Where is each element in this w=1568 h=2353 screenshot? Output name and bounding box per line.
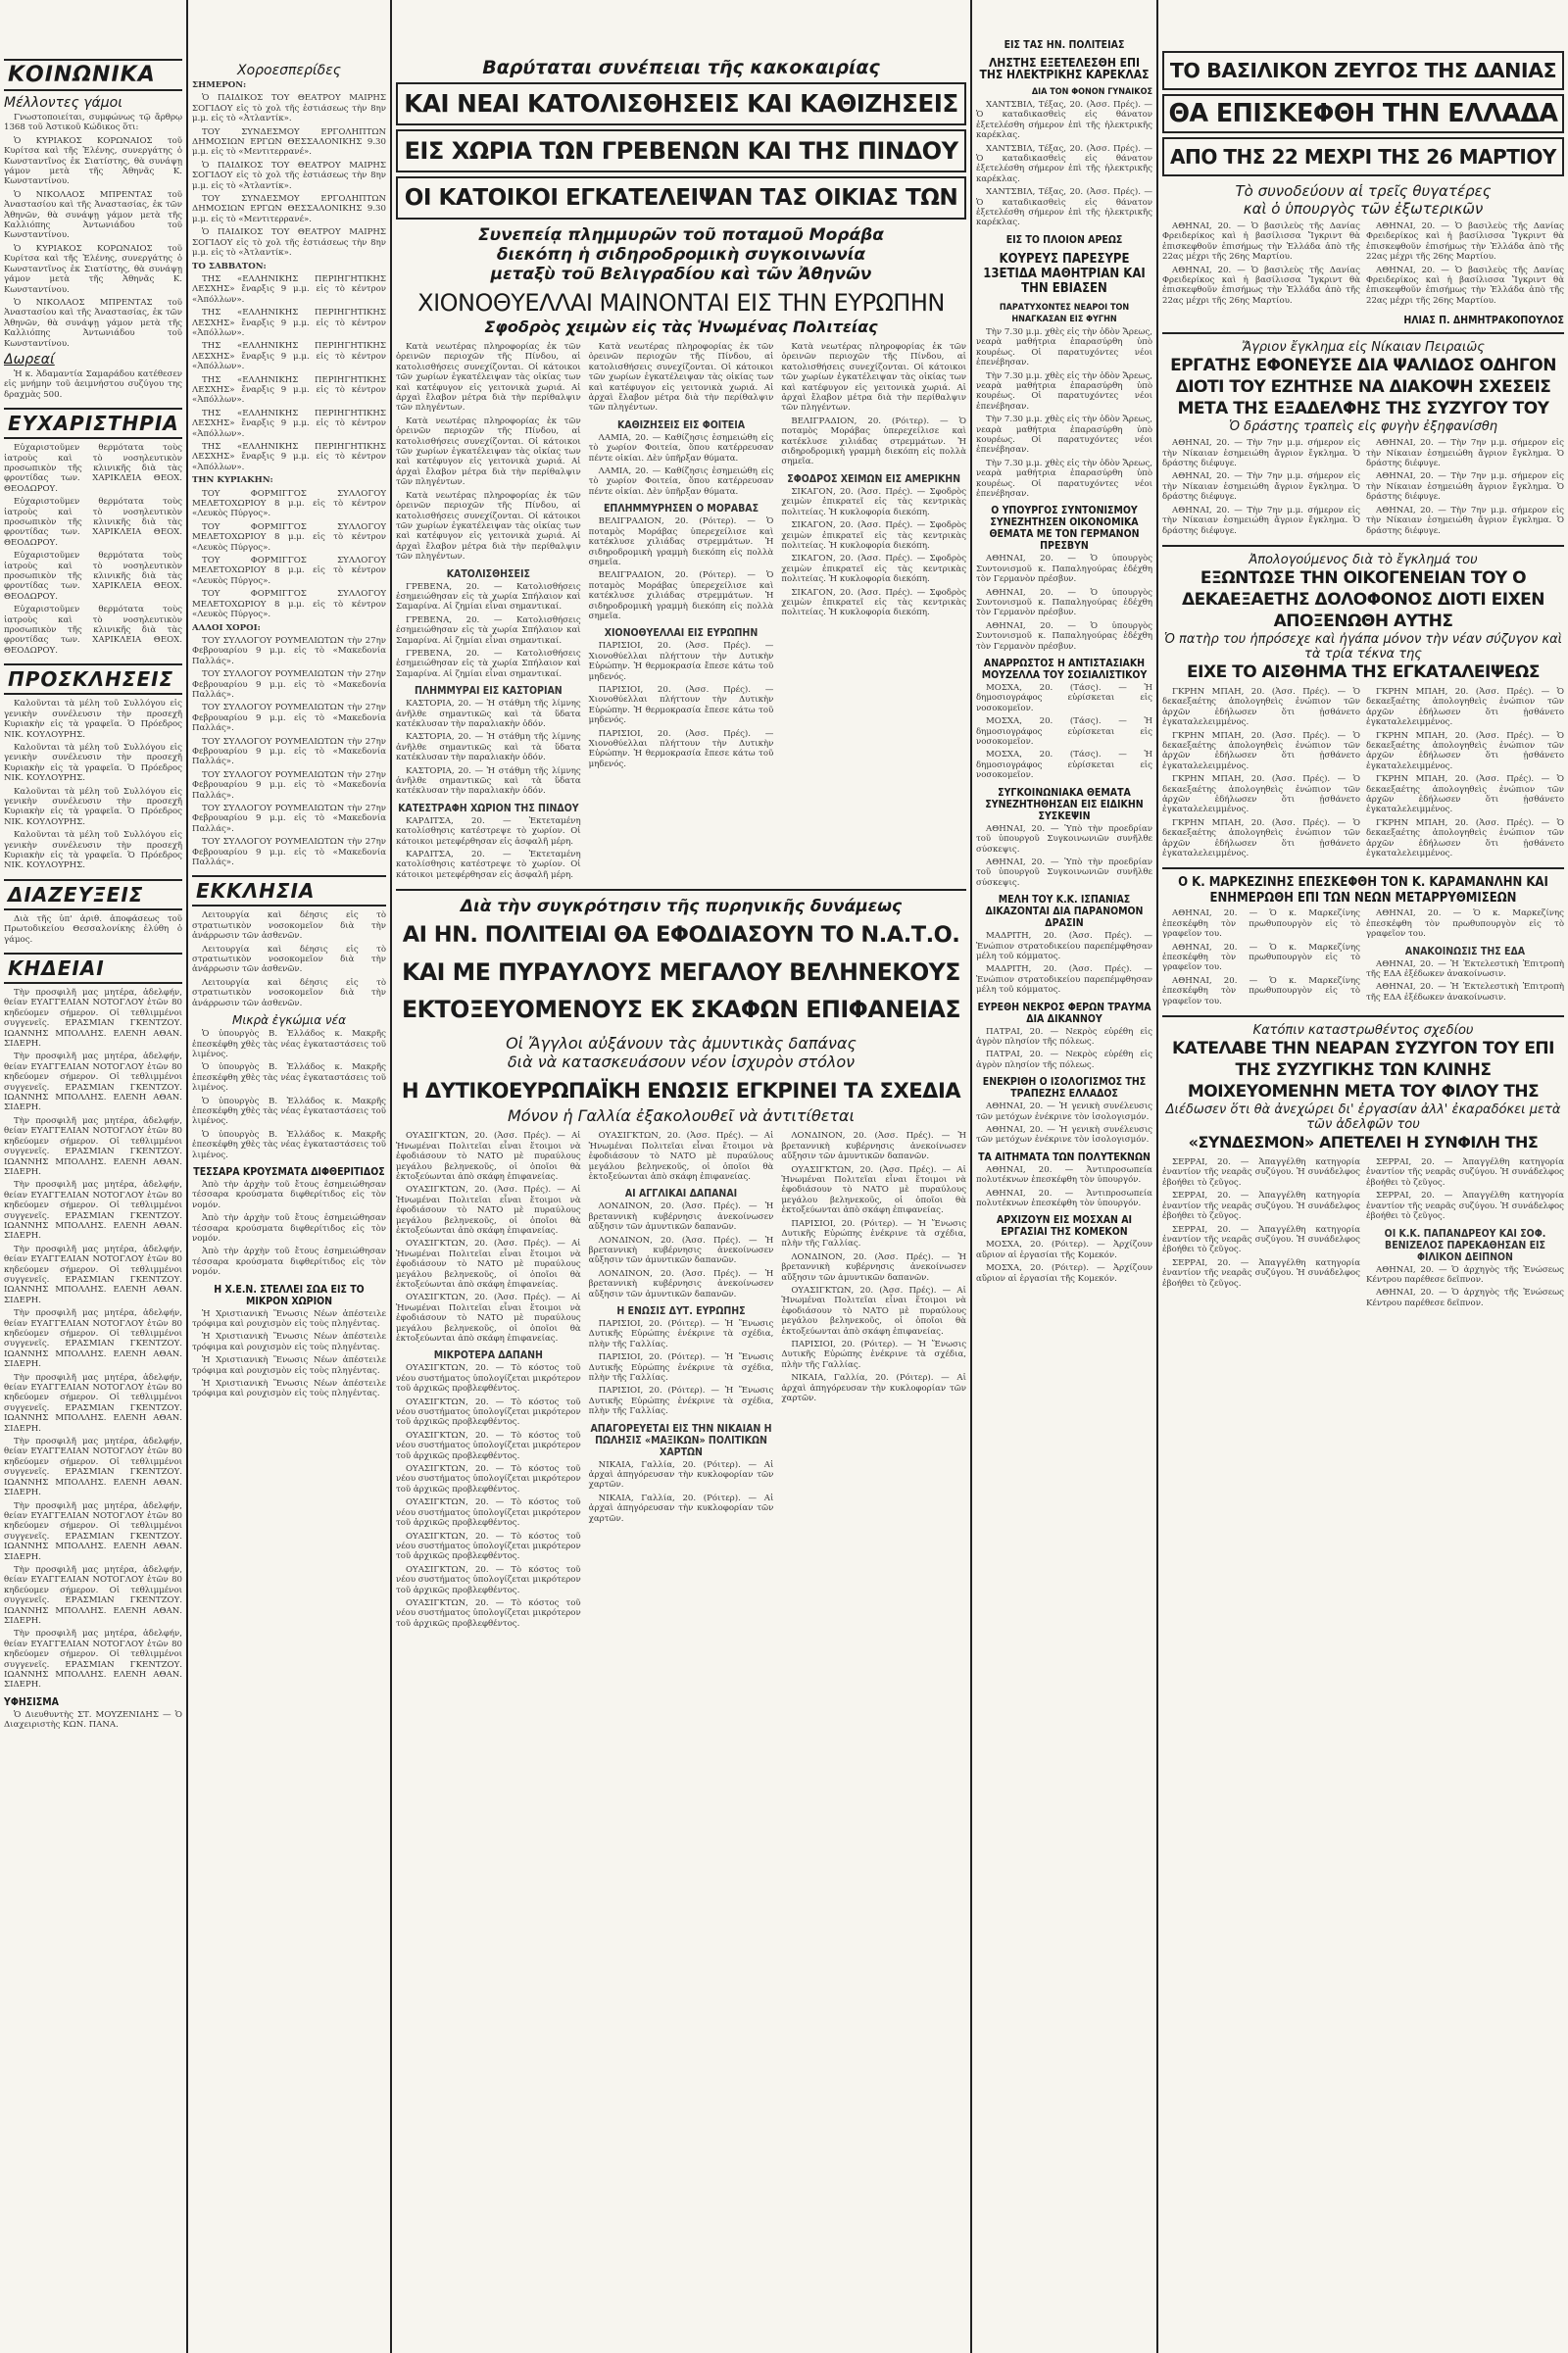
- main-headline: ΑΙ ΗΝ. ΠΟΛΙΤΕΙΑΙ ΘΑ ΕΦΟΔΙΑΣΟΥΝ ΤΟ Ν.Α.Τ.Ο.: [402, 922, 960, 949]
- article-headline: Ο ΥΠΟΥΡΓΟΣ ΣΥΝΤΟΝΙΣΜΟΥ ΣΥΝΕΖΗΤΗΣΕΝ ΟΙΚΟΝΟΜΙΚΑ ΘΕΜΑΤΑ ΜΕ ΤΟΝ ΓΕΡΜΑΝΟΝ ΠΡΕΣΒΥΝ: [989, 505, 1140, 553]
- article-body: ΣΗΜΕΡΟΝ: Ὁ ΠΑΙΔΙΚΟΣ ΤΟΥ ΘΕΑΤΡΟΥ ΜΑΙΡΗΣ ΣΟΓΙΔΟΥ εἰς τὸ χολ τῆς ἑστιάσεως τὴν 8ην μ.μ. εἰς τὸ «Ἀτλαντίκ». ΤΟΥ ΣΥΝΔΕΣΜΟΥ ΕΡΓΟΛΗΠΤΩΝ ΔΗΜΟΣΙΩΝ ΕΡΓΩΝ ΘΕΣΣΑΛΟΝΙΚΗΣ 9.30 μ.μ. εἰς τὸ «Μεντιτερρανέ». Ὁ ΠΑΙΔΙΚΟΣ ΤΟΥ ΘΕΑΤΡΟΥ ΜΑΙΡΗΣ ΣΟΓΙΔΟΥ εἰς τὸ χολ τῆς ἑστιάσεως τὴν 8ην μ.μ. εἰς τὸ «Ἀτλαντίκ». ΤΟΥ ΣΥΝΔΕΣΜΟΥ ΕΡΓΟΛΗΠΤΩΝ ΔΗΜΟΣΙΩΝ ΕΡΓΩΝ ΘΕΣΣΑΛΟΝΙΚΗΣ 9.30 μ.μ. εἰς τὸ «Μεντιτερρανέ». Ὁ ΠΑΙΔΙΚΟΣ ΤΟΥ ΘΕΑΤΡΟΥ ΜΑΙΡΗΣ ΣΟΓΙΔΟΥ εἰς τὸ χολ τῆς ἑστιάσεως τὴν 8ην μ.μ. εἰς τὸ «Ἀτλαντίκ». ΤΟ ΣΑΒΒΑΤΟΝ: ΤΗΣ «ΕΛΛΗΝΙΚΗΣ ΠΕΡΙΗΓΗΤΙΚΗΣ ΛΕΣΧΗΣ» ἔναρξις 9 μ.μ. εἰς τὸ κέντρον «Ἀπόλλων». ΤΗΣ «ΕΛΛΗΝΙΚΗΣ ΠΕΡΙΗΓΗΤΙΚΗΣ ΛΕΣΧΗΣ» ἔναρξις 9 μ.μ. εἰς τὸ κέντρον «Ἀπόλλων». ΤΗΣ «ΕΛΛΗΝΙΚΗΣ ΠΕΡΙΗΓΗΤΙΚΗΣ ΛΕΣΧΗΣ» ἔναρξις 9 μ.μ. εἰς τὸ κέντρον «Ἀπόλλων». ΤΗΣ «ΕΛΛΗΝΙΚΗΣ ΠΕΡΙΗΓΗΤΙΚΗΣ ΛΕΣΧΗΣ» ἔναρξις 9 μ.μ. εἰς τὸ κέντρον «Ἀπόλλων». ΤΗΣ «ΕΛΛΗΝΙΚΗΣ ΠΕΡΙΗΓΗΤΙΚΗΣ ΛΕΣΧΗΣ» ἔναρξις 9 μ.μ. εἰς τὸ κέντρον «Ἀπόλλων». ΤΗΣ «ΕΛΛΗΝΙΚΗΣ ΠΕΡΙΗΓΗΤΙΚΗΣ ΛΕΣΧΗΣ» ἔναρξις 9 μ.μ. εἰς τὸ κέντρον «Ἀπόλλων». ΤΗΝ ΚΥΡΙΑΚΗΝ: ΤΟΥ ΦΟΡΜΙΓΓΟΣ ΣΥΛΛΟΓΟΥ ΜΕΛΕΤΟΧΩΡΙΟΥ 8 μ.μ. εἰς τὸ κέντρον «Λευκὸς Πύργος». ΤΟΥ ΦΟΡΜΙΓΓΟΣ ΣΥΛΛΟΓΟΥ ΜΕΛΕΤΟΧΩΡΙΟΥ 8 μ.μ. εἰς τὸ κέντρον «Λευκὸς Πύργος». ΤΟΥ ΦΟΡΜΙΓΓΟΣ ΣΥΛΛΟΓΟΥ ΜΕΛΕΤΟΧΩΡΙΟΥ 8 μ.μ. εἰς τὸ κέντρον «Λευκὸς Πύργος». ΤΟΥ ΦΟΡΜΙΓΓΟΣ ΣΥΛΛΟΓΟΥ ΜΕΛΕΤΟΧΩΡΙΟΥ 8 μ.μ. εἰς τὸ κέντρον «Λευκὸς Πύργος». ΑΛΛΟΙ ΧΟΡΟΙ: ΤΟΥ ΣΥΛΛΟΓΟΥ ΡΟΥΜΕΛΙΩΤΩΝ τὴν 27ην Φεβρουαρίου 9 μ.μ. εἰς τὸ «Μακεδονία Παλλάς». ΤΟΥ ΣΥΛΛΟΓΟΥ ΡΟΥΜΕΛΙΩΤΩΝ τὴν 27ην Φεβρουαρίου 9 μ.μ. εἰς τὸ «Μακεδονία Παλλάς». ΤΟΥ ΣΥΛΛΟΓΟΥ ΡΟΥΜΕΛΙΩΤΩΝ τὴν 27ην Φεβρουαρίου 9 μ.μ. εἰς τὸ «Μακεδονία Παλλάς». ΤΟΥ ΣΥΛΛΟΓΟΥ ΡΟΥΜΕΛΙΩΤΩΝ τὴν 27ην Φεβρουαρίου 9 μ.μ. εἰς τὸ «Μακεδονία Παλλάς». ΤΟΥ ΣΥΛΛΟΓΟΥ ΡΟΥΜΕΛΙΩΤΩΝ τὴν 27ην Φεβρουαρίου 9 μ.μ. εἰς τὸ «Μακεδονία Παλλάς». ΤΟΥ ΣΥΛΛΟΓΟΥ ΡΟΥΜΕΛΙΩΤΩΝ τὴν 27ην Φεβρουαρίου 9 μ.μ. εἰς τὸ «Μακεδονία Παλλάς». ΤΟΥ ΣΥΛΛΟΓΟΥ ΡΟΥΜΕΛΙΩΤΩΝ τὴν 27ην Φεβρουαρίου 9 μ.μ. εἰς τὸ «Μακεδονία Παλλάς».: [192, 80, 386, 868]
- article-subheadline: ΠΑΡΑΤΥΧΟΝΤΕΣ ΝΕΑΡΟΙ ΤΟΝ ΗΝΑΓΚΑΣΑΝ ΕΙΣ ΦΥΓΗΝ: [999, 302, 1130, 324]
- article-headline: ΑΡΧΙΖΟΥΝ ΕΙΣ ΜΟΣΧΑΝ ΑΙ ΕΡΓΑΣΙΑΙ ΤΗΣ ΚΟΜΕΚΟΝ: [996, 1214, 1133, 1239]
- article-headline: ΜΙΚΡΟΤΕΡΑ ΔΑΠΑΝΗ: [433, 1349, 543, 1362]
- main-headline: ΕΡΓΑΤΗΣ ΕΦΟΝΕΥΣΕ ΔΙΑ ΨΑΛΙΔΟΣ ΟΔΗΓΟΝ ΔΙΟΤΙ ΤΟΥ ΕΖΗΤΗΣΕ ΝΑ ΔΙΑΚΟΨΗ ΣΧΕΣΕΙΣ ΜΕΤΑ ΤΗΣ ΕΞΑΔΕΛΦΗΣ ΤΗΣ ΣΥΖΥΓΟΥ ΤΟΥ: [1170, 356, 1556, 419]
- article-headline: ΕΠΛΗΜΜΥΡΗΣΕΝ Ο ΜΟΡΑΒΑΣ: [603, 503, 760, 515]
- article-subheadline: ΔΙΑ ΤΟΝ ΦΟΝΟΝ ΓΥΝΑΙΚΟΣ: [1031, 87, 1152, 97]
- article-body: ΧΑΝΤΣΒΙΛ, Τέξας, 20. (Ἀσσ. Πρές). — Ὁ καταδικασθεὶς εἰς θάνατον ἐξετελέσθη σήμερον ἐπὶ τῆς ἠλεκτρικῆς καρέκλας. ΧΑΝΤΣΒΙΛ, Τέξας, 20. (Ἀσσ. Πρές). — Ὁ καταδικασθεὶς εἰς θάνατον ἐξετελέσθη σήμερον ἐπὶ τῆς ἠλεκτρικῆς καρέκλας. ΧΑΝΤΣΒΙΛ, Τέξας, 20. (Ἀσσ. Πρές). — Ὁ καταδικασθεὶς εἰς θάνατον ἐξετελέσθη σήμερον ἐπὶ τῆς ἠλεκτρικῆς καρέκλας.: [976, 100, 1152, 228]
- section-title: ΚΗΔΕΙΑΙ: [4, 953, 182, 984]
- article-headline: ΕΝΕΚΡΙΘΗ Ο ΙΣΟΛΟΓΙΣΜΟΣ ΤΗΣ ΤΡΑΠΕΖΗΣ ΕΛΛΑΔΟΣ: [982, 1076, 1147, 1101]
- article-headline: ΚΟΥΡΕΥΣ ΠΑΡΕΣΥΡΕ 13ΕΤΙΔΑ ΜΑΘΗΤΡΙΑΝ ΚΑΙ ΤΗΝ ΕΒΙΑΣΕΝ: [983, 251, 1146, 296]
- section-subtitle: Μέλλοντες γάμοι: [4, 95, 122, 111]
- section-divider: [1162, 545, 1564, 547]
- article-body: Λειτουργία καὶ δέησις εἰς τὸ στρατιωτικὸν νοσοκομεῖον διὰ τὴν ἀνάρρωσιν τῶν ἀσθενῶν. Λειτουργία καὶ δέησις εἰς τὸ στρατιωτικὸν νοσοκομεῖον διὰ τὴν ἀνάρρωσιν τῶν ἀσθενῶν. Λειτουργία καὶ δέησις εἰς τὸ στρατιωτικὸν νοσοκομεῖον διὰ τὴν ἀνάρρωσιν τῶν ἀσθενῶν.: [192, 910, 386, 1008]
- article-body: ΣΕΡΡΑΙ, 20. — Ἀπαγγέλθη κατηγορία ἐναντίον τῆς νεαρᾶς συζύγου. Ἡ συνάδελφος ἐβοήθει τὸ ζεῦγος. ΣΕΡΡΑΙ, 20. — Ἀπαγγέλθη κατηγορία ἐναντίον τῆς νεαρᾶς συζύγου. Ἡ συνάδελφος ἐβοήθει τὸ ζεῦγος. ΣΕΡΡΑΙ, 20. — Ἀπαγγέλθη κατηγορία ἐναντίον τῆς νεαρᾶς συζύγου. Ἡ συνάδελφος ἐβοήθει τὸ ζεῦγος. ΣΕΡΡΑΙ, 20. — Ἀπαγγέλθη κατηγορία ἐναντίον τῆς νεαρᾶς συζύγου. Ἡ συνάδελφος ἐβοήθει τὸ ζεῦγος.: [1162, 1157, 1360, 1289]
- article-body: Ὁ Διευθυντὴς ΣΤ. ΜΟΥΖΕΝΙΔΗΣ — Ὁ Διαχειριστὴς ΚΩΝ. ΠΑΝΑ.: [4, 1709, 182, 1731]
- article-headline: ΣΦΟΔΡΟΣ ΧΕΙΜΩΝ ΕΙΣ ΑΜΕΡΙΚΗΝ: [787, 472, 961, 485]
- headline-subtitle: Συνεπείᾳ πλημμυρῶν τοῦ ποταμοῦ Μοράβα: [478, 225, 884, 245]
- article-body: ΓΚΡΗΝ ΜΠΑΗ, 20. (Ἀσσ. Πρές). — Ὁ δεκαεξαέτης ἀπολογηθεὶς ἐνώπιον τῶν ἀρχῶν ἐδήλωσεν ὅτι ᾐσθάνετο ἐγκαταλελειμμένος. ΓΚΡΗΝ ΜΠΑΗ, 20. (Ἀσσ. Πρές). — Ὁ δεκαεξαέτης ἀπολογηθεὶς ἐνώπιον τῶν ἀρχῶν ἐδήλωσεν ὅτι ᾐσθάνετο ἐγκαταλελειμμένος. ΓΚΡΗΝ ΜΠΑΗ, 20. (Ἀσσ. Πρές). — Ὁ δεκαεξαέτης ἀπολογηθεὶς ἐνώπιον τῶν ἀρχῶν ἐδήλωσεν ὅτι ᾐσθάνετο ἐγκαταλελειμμένος. ΓΚΡΗΝ ΜΠΑΗ, 20. (Ἀσσ. Πρές). — Ὁ δεκαεξαέτης ἀπολογηθεὶς ἐνώπιον τῶν ἀρχῶν ἐδήλωσεν ὅτι ᾐσθάνετο ἐγκαταλελειμμένος.: [1366, 686, 1564, 858]
- article-body: ΣΕΡΡΑΙ, 20. — Ἀπαγγέλθη κατηγορία ἐναντίον τῆς νεαρᾶς συζύγου. Ἡ συνάδελφος ἐβοήθει τὸ ζεῦγος. ΣΕΡΡΑΙ, 20. — Ἀπαγγέλθη κατηγορία ἐναντίον τῆς νεαρᾶς συζύγου. Ἡ συνάδελφος ἐβοήθει τὸ ζεῦγος. ΟΙ Κ.Κ. ΠΑΠΑΝΔΡΕΟΥ ΚΑΙ ΣΟΦ. ΒΕΝΙΖΕΛΟΣ ΠΑΡΕΚΑΘΗΣΑΝ ΕΙΣ ΦΙΛΙΚΟΝ ΔΕΙΠΝΟΝ ΑΘΗΝΑΙ, 20. — Ὁ ἀρχηγὸς τῆς Ἑνώσεως Κέντρου παρέθεσε δεῖπνον. ΑΘΗΝΑΙ, 20. — Ὁ ἀρχηγὸς τῆς Ἑνώσεως Κέντρου παρέθεσε δεῖπνον.: [1366, 1157, 1564, 1308]
- article-body: Ὁ ὑπουργὸς Β. Ἑλλάδος κ. Μακρῆς ἐπεσκέφθη χθὲς τὰς νέας ἐγκαταστάσεις τοῦ λιμένος. Ὁ ὑπουργὸς Β. Ἑλλάδος κ. Μακρῆς ἐπεσκέφθη χθὲς τὰς νέας ἐγκαταστάσεις τοῦ λιμένος. Ὁ ὑπουργὸς Β. Ἑλλάδος κ. Μακρῆς ἐπεσκέφθη χθὲς τὰς νέας ἐγκαταστάσεις τοῦ λιμένος. Ὁ ὑπουργὸς Β. Ἑλλάδος κ. Μακρῆς ἐπεσκέφθη χθὲς τὰς νέας ἐγκαταστάσεις τοῦ λιμένος.: [192, 1029, 386, 1160]
- section-title: Χοροεσπερίδες: [236, 63, 342, 78]
- headline-kicker: Κατόπιν καταστρωθέντος σχεδίου: [1252, 1023, 1474, 1039]
- article-body: Κατὰ νεωτέρας πληροφορίας ἐκ τῶν ὀρεινῶν περιοχῶν τῆς Πίνδου, αἱ κατολισθήσεις συνεχίζονται. Οἱ κάτοικοι τῶν χωρίων ἐγκατέλειψαν τὰς οἰκίας των καὶ κατέφυγον εἰς γειτονικὰ χωριά. Αἱ ἀρχαὶ ἔλαβον μέτρα διὰ τὴν περίθαλψιν τῶν πληγέντων. Κατὰ νεωτέρας πληροφορίας ἐκ τῶν ὀρεινῶν περιοχῶν τῆς Πίνδου, αἱ κατολισθήσεις συνεχίζονται. Οἱ κάτοικοι τῶν χωρίων ἐγκατέλειψαν τὰς οἰκίας των καὶ κατέφυγον εἰς γειτονικὰ χωριά. Αἱ ἀρχαὶ ἔλαβον μέτρα διὰ τὴν περίθαλψιν τῶν πληγέντων. Κατὰ νεωτέρας πληροφορίας ἐκ τῶν ὀρεινῶν περιοχῶν τῆς Πίνδου, αἱ κατολισθήσεις συνεχίζονται. Οἱ κάτοικοι τῶν χωρίων ἐγκατέλειψαν τὰς οἰκίας των καὶ κατέφυγον εἰς γειτονικὰ χωριά. Αἱ ἀρχαὶ ἔλαβον μέτρα διὰ τὴν περίθαλψιν τῶν πληγέντων. ΚΑΤΟΛΙΣΘΗΣΕΙΣ ΓΡΕΒΕΝΑ, 20. — Κατολισθήσεις ἐσημειώθησαν εἰς τὰ χωρία Σπήλαιον καὶ Σαμαρίνα. Αἱ ζημίαι εἶναι σημαντικαί. ΓΡΕΒΕΝΑ, 20. — Κατολισθήσεις ἐσημειώθησαν εἰς τὰ χωρία Σπήλαιον καὶ Σαμαρίνα. Αἱ ζημίαι εἶναι σημαντικαί. ΓΡΕΒΕΝΑ, 20. — Κατολισθήσεις ἐσημειώθησαν εἰς τὰ χωρία Σπήλαιον καὶ Σαμαρίνα. Αἱ ζημίαι εἶναι σημαντικαί. ΠΛΗΜΜΥΡΑΙ ΕΙΣ ΚΑΣΤΟΡΙΑΝ ΚΑΣΤΟΡΙΑ, 20. — Ἡ στάθμη τῆς λίμνης ἀνῆλθε σημαντικῶς καὶ τὰ ὕδατα κατέκλυσαν τὴν παραλιακὴν ὁδόν. ΚΑΣΤΟΡΙΑ, 20. — Ἡ στάθμη τῆς λίμνης ἀνῆλθε σημαντικῶς καὶ τὰ ὕδατα κατέκλυσαν τὴν παραλιακὴν ὁδόν. ΚΑΣΤΟΡΙΑ, 20. — Ἡ στάθμη τῆς λίμνης ἀνῆλθε σημαντικῶς καὶ τὰ ὕδατα κατέκλυσαν τὴν παραλιακὴν ὁδόν. ΚΑΤΕΣΤΡΑΦΗ ΧΩΡΙΟΝ ΤΗΣ ΠΙΝΔΟΥ ΚΑΡΔΙΤΣΑ, 20. — Ἐκτεταμένη κατολίσθησις κατέστρεψε τὸ χωρίον. Οἱ κάτοικοι μετεφέρθησαν εἰς ἀσφαλῆ μέρη. ΚΑΡΔΙΤΣΑ, 20. — Ἐκτεταμένη κατολίσθησις κατέστρεψε τὸ χωρίον. Οἱ κάτοικοι μετεφέρθησαν εἰς ἀσφαλῆ μέρη.: [396, 342, 581, 880]
- main-headline: ΤΟ ΒΑΣΙΛΙΚΟΝ ΖΕΥΓΟΣ ΤΗΣ ΔΑΝΙΑΣ: [1162, 51, 1564, 90]
- article-body: ΜΟΣΧΑ, 20. (Τάσς). — Ἡ δημοσιογράφος εὑρίσκεται εἰς νοσοκομεῖον. ΜΟΣΧΑ, 20. (Τάσς). — Ἡ δημοσιογράφος εὑρίσκεται εἰς νοσοκομεῖον. ΜΟΣΧΑ, 20. (Τάσς). — Ἡ δημοσιογράφος εὑρίσκεται εἰς νοσοκομεῖον.: [976, 683, 1152, 781]
- story-columns: [1162, 687, 1564, 862]
- headline-subtitle: Οἱ Ἄγγλοι αὐξάνουν τὰς ἀμυντικὰς δαπάνας: [506, 1034, 857, 1054]
- article-headline: ΚΑΤΟΛΙΣΘΗΣΕΙΣ: [446, 567, 530, 580]
- headline-subtitle: Τὸ συνοδεύουν αἱ τρεῖς θυγατέρες: [1235, 182, 1492, 200]
- main-headline: ΚΑΙ ΜΕ ΠΥΡΑΥΛΟΥΣ ΜΕΓΑΛΟΥ ΒΕΛΗΝΕΚΟΥΣ: [402, 958, 960, 987]
- article-headline: ΧΙΟΝΟΘΥΕΛΛΑΙ ΕΙΣ ΕΥΡΩΠΗΝ: [604, 627, 759, 640]
- main-headline: «ΣΥΝΔΕΣΜΟΝ» ΑΠΕΤΕΛΕΙ Η ΣΥΝΦΙΛΗ ΤΗΣ: [1188, 1133, 1539, 1152]
- article-body: ΜΑΔΡΙΤΗ, 20. (Ἀσσ. Πρές). — Ἐνώπιον στρατοδικείου παρεπέμφθησαν μέλη τοῦ κόμματος. ΜΑΔΡΙΤΗ, 20. (Ἀσσ. Πρές). — Ἐνώπιον στρατοδικείου παρεπέμφθησαν μέλη τοῦ κόμματος.: [976, 931, 1152, 996]
- headline-subtitle: διεκόπη ἡ σιδηροδρομικὴ συγκοινωνία: [496, 245, 866, 265]
- article-body: Ἀπὸ τὴν ἀρχὴν τοῦ ἔτους ἐσημειώθησαν τέσσαρα κρούσματα διφθερίτιδος εἰς τὸν νομόν. Ἀπὸ τὴν ἀρχὴν τοῦ ἔτους ἐσημειώθησαν τέσσαρα κρούσματα διφθερίτιδος εἰς τὸν νομόν. Ἀπὸ τὴν ἀρχὴν τοῦ ἔτους ἐσημειώθησαν τέσσαρα κρούσματα διφθερίτιδος εἰς τὸν νομόν.: [192, 1179, 386, 1278]
- main-headline: ΚΑΙ ΝΕΑΙ ΚΑΤΟΛΙΣΘΗΣΕΙΣ ΚΑΙ ΚΑΘΙΖΗΣΕΙΣ: [396, 82, 966, 125]
- article-body: ΑΘΗΝΑΙ, 20. — Ὁ κ. Μαρκεζίνης ἐπεσκέφθη τὸν πρωθυπουργὸν εἰς τὸ γραφεῖον του. ΑΝΑΚΟΙΝΩΣΙΣ ΤΗΣ ΕΔΑ ΑΘΗΝΑΙ, 20. — Ἡ Ἐκτελεστικὴ Ἐπιτροπὴ τῆς ΕΔΑ ἐξέδωκεν ἀνακοίνωσιν. ΑΘΗΝΑΙ, 20. — Ἡ Ἐκτελεστικὴ Ἐπιτροπὴ τῆς ΕΔΑ ἐξέδωκεν ἀνακοίνωσιν.: [1366, 908, 1564, 1003]
- article-headline: ΚΑΤΕΣΤΡΑΦΗ ΧΩΡΙΟΝ ΤΗΣ ΠΙΝΔΟΥ: [398, 802, 579, 814]
- article-body: ΟΥΑΣΙΓΚΤΩΝ, 20. (Ἀσσ. Πρές). — Αἱ Ἡνωμέναι Πολιτεῖαι εἶναι ἕτοιμοι νὰ ἐφοδιάσουν τὸ ΝΑΤΟ μὲ πυραύλους μεγάλου βεληνεκοῦς, οἱ ὁποῖοι θὰ ἐκτοξεύωνται ἀπὸ σκάφη ἐπιφανείας. ΑΙ ΑΓΓΛΙΚΑΙ ΔΑΠΑΝΑΙ ΛΟΝΔΙΝΟΝ, 20. (Ἀσσ. Πρές). — Ἡ βρεταννικὴ κυβέρνησις ἀνεκοίνωσεν αὔξησιν τῶν ἀμυντικῶν δαπανῶν. ΛΟΝΔΙΝΟΝ, 20. (Ἀσσ. Πρές). — Ἡ βρεταννικὴ κυβέρνησις ἀνεκοίνωσεν αὔξησιν τῶν ἀμυντικῶν δαπανῶν. ΛΟΝΔΙΝΟΝ, 20. (Ἀσσ. Πρές). — Ἡ βρεταννικὴ κυβέρνησις ἀνεκοίνωσεν αὔξησιν τῶν ἀμυντικῶν δαπανῶν. Η ΕΝΩΣΙΣ ΔΥΤ. ΕΥΡΩΠΗΣ ΠΑΡΙΣΙΟΙ, 20. (Ρόιτερ). — Ἡ Ἕνωσις Δυτικῆς Εὐρώπης ἐνέκρινε τὰ σχέδια, πλὴν τῆς Γαλλίας. ΠΑΡΙΣΙΟΙ, 20. (Ρόιτερ). — Ἡ Ἕνωσις Δυτικῆς Εὐρώπης ἐνέκρινε τὰ σχέδια, πλὴν τῆς Γαλλίας. ΠΑΡΙΣΙΟΙ, 20. (Ρόιτερ). — Ἡ Ἕνωσις Δυτικῆς Εὐρώπης ἐνέκρινε τὰ σχέδια, πλὴν τῆς Γαλλίας. ΑΠΑΓΟΡΕΥΕΤΑΙ ΕΙΣ ΤΗΝ ΝΙΚΑΙΑΝ Η ΠΩΛΗΣΙΣ «ΜΑΞΙΚΩΝ» ΠΟΛΙΤΙΚΩΝ ΧΑΡΤΩΝ ΝΙΚΑΙΑ, Γαλλία, 20. (Ρόιτερ). — Αἱ ἀρχαὶ ἀπηγόρευσαν τὴν κυκλοφορίαν τῶν χαρτῶν. ΝΙΚΑΙΑ, Γαλλία, 20. (Ρόιτερ). — Αἱ ἀρχαὶ ἀπηγόρευσαν τὴν κυκλοφορίαν τῶν χαρτῶν.: [588, 1131, 774, 1524]
- section-title: ΕΥΧΑΡΙΣΤΗΡΙΑ: [4, 408, 182, 439]
- headline-kicker: Ἀπολογούμενος διὰ τὸ ἔγκλημά του: [1249, 552, 1478, 567]
- main-column: [396, 0, 966, 2353]
- section-title: ΚΟΙΝΩΝΙΚΑ: [4, 59, 182, 91]
- main-headline: ΚΑΤΕΛΑΒΕ ΤΗΝ ΝΕΑΡΑΝ ΣΥΖΥΓΟΝ ΤΟΥ ΕΠΙ ΤΗΣ ΣΥΖΥΓΙΚΗΣ ΤΩΝ ΚΛΙΝΗΣ ΜΟΙΧΕΥΟΜΕΝΗΝ ΜΕΤΑ ΤΟΥ ΦΙΛΟΥ ΤΗΣ: [1171, 1039, 1554, 1103]
- article-headline: Μικρὰ ἐγκώμια νέα: [231, 1013, 347, 1028]
- article-body: Γνωστοποιείται, συμφώνως τῷ ἄρθρῳ 1368 τοῦ Ἀστικοῦ Κώδικος ὅτι: Ὁ ΚΥΡΙΑΚΟΣ ΚΟΡΩΝΑΙΟΣ τοῦ Κυρίτσα καὶ τῆς Ἑλένης, συνεργάτης ὁ Κωνσταντῖνος ἐκ Σιατίστης, θὰ συνάψῃ γάμον μετὰ τῆς Ἀθηνᾶς Κ. Κωνσταντίνου. Ὁ ΝΙΚΟΛΑΟΣ ΜΠΡΕΝΤΑΣ τοῦ Ἀναστασίου καὶ τῆς Ἀναστασίας, ἐκ τῶν Ἀθηνῶν, θὰ συνάψῃ γάμον μετὰ τῆς Καλλιόπης Ἀντωνιάδου τοῦ Κωνσταντίνου. Ὁ ΚΥΡΙΑΚΟΣ ΚΟΡΩΝΑΙΟΣ τοῦ Κυρίτσα καὶ τῆς Ἑλένης, συνεργάτης ὁ Κωνσταντῖνος ἐκ Σιατίστης, θὰ συνάψῃ γάμον μετὰ τῆς Ἀθηνᾶς Κ. Κωνσταντίνου. Ὁ ΝΙΚΟΛΑΟΣ ΜΠΡΕΝΤΑΣ τοῦ Ἀναστασίου καὶ τῆς Ἀναστασίας, ἐκ τῶν Ἀθηνῶν, θὰ συνάψῃ γάμον μετὰ τῆς Καλλιόπης Ἀντωνιάδου τοῦ Κωνσταντίνου.: [4, 113, 182, 349]
- section-subtitle: Δωρεαί: [4, 351, 55, 368]
- article-body: ΜΟΣΧΑ, 20. (Ρόιτερ). — Ἀρχίζουν αὔριον αἱ ἐργασίαι τῆς Κομεκόν. ΜΟΣΧΑ, 20. (Ρόιτερ). — Ἀρχίζουν αὔριον αἱ ἐργασίαι τῆς Κομεκόν.: [976, 1240, 1152, 1284]
- article-body: ΑΘΗΝΑΙ, 20. — Ὑπὸ τὴν προεδρίαν τοῦ ὑπουργοῦ Συγκοινωνιῶν συνῆλθε σύσκεψις. ΑΘΗΝΑΙ, 20. — Ὑπὸ τὴν προεδρίαν τοῦ ὑπουργοῦ Συγκοινωνιῶν συνῆλθε σύσκεψις.: [976, 823, 1152, 888]
- column-rule: [186, 0, 188, 2353]
- article-headline: ΑΠΑΓΟΡΕΥΕΤΑΙ ΕΙΣ ΤΗΝ ΝΙΚΑΙΑΝ Η ΠΩΛΗΣΙΣ «ΜΑΞΙΚΩΝ» ΠΟΛΙΤΙΚΩΝ ΧΑΡΤΩΝ: [590, 1422, 772, 1458]
- right-column: [1162, 0, 1564, 2353]
- section-divider: [1162, 1015, 1564, 1017]
- article-headline: ΑΝΑΚΟΙΝΩΣΙΣ ΤΗΣ ΕΔΑ: [1404, 945, 1526, 957]
- article-headline: ΚΑΘΙΖΗΣΕΙΣ ΕΙΣ ΦΟΙΤΕΙΑ: [616, 418, 746, 431]
- main-headline: ΕΙΧΕ ΤΟ ΑΙΣΘΗΜΑ ΤΗΣ ΕΓΚΑΤΑΛΕΙΨΕΩΣ: [1187, 662, 1540, 682]
- article-body: Ἡ κ. Ἀδαμαντία Σαμαράδου κατέθεσεν εἰς μνήμην τοῦ ἀειμνήστου συζύγου της δραχμὰς 500.: [4, 368, 182, 400]
- headline-subtitle: Ὁ δράστης τραπεὶς εἰς φυγὴν ἐξηφανίσθη: [1228, 419, 1498, 435]
- article-headline: Η Χ.Ε.Ν. ΣΤΕΛΛΕΙ ΣΩΑ ΕΙΣ ΤΟ ΜΙΚΡΟΝ ΧΩΡΙΟΝ: [214, 1283, 365, 1307]
- article-headline: ΠΛΗΜΜΥΡΑΙ ΕΙΣ ΚΑΣΤΟΡΙΑΝ: [414, 685, 563, 698]
- article-headline: ΟΙ Κ.Κ. ΠΑΠΑΝΔΡΕΟΥ ΚΑΙ ΣΟΦ. ΒΕΝΙΖΕΛΟΣ ΠΑΡΕΚΑΘΗΣΑΝ ΕΙΣ ΦΙΛΙΚΟΝ ΔΕΙΠΝΟΝ: [1384, 1227, 1546, 1263]
- column-rule: [970, 0, 972, 2353]
- article-headline: ΛΗΣΤΗΣ ΕΞΕΤΕΛΕΣΘΗ ΕΠΙ ΤΗΣ ΗΛΕΚΤΡΙΚΗΣ ΚΑΡΕΚΛΑΣ: [979, 56, 1150, 81]
- article-body: Διὰ τῆς ὑπ' ἀριθ. ἀποφάσεως τοῦ Πρωτοδικείου Θεσσαλονίκης ἐλύθη ὁ γάμος.: [4, 913, 182, 945]
- byline: ΗΛΙΑΣ Π. ΔΗΜΗΤΡΑΚΟΠΟΥΛΟΣ: [1403, 315, 1564, 327]
- column-rule: [390, 0, 392, 2353]
- article-body: Καλοῦνται τὰ μέλη τοῦ Συλλόγου εἰς γενικὴν συνέλευσιν τὴν προσεχῆ Κυριακὴν εἰς τὰ γραφεῖα. Ὁ Πρόεδρος ΝΙΚ. ΚΟΥΛΟΥΡΗΣ. Καλοῦνται τὰ μέλη τοῦ Συλλόγου εἰς γενικὴν συνέλευσιν τὴν προσεχῆ Κυριακὴν εἰς τὰ γραφεῖα. Ὁ Πρόεδρος ΝΙΚ. ΚΟΥΛΟΥΡΗΣ. Καλοῦνται τὰ μέλη τοῦ Συλλόγου εἰς γενικὴν συνέλευσιν τὴν προσεχῆ Κυριακὴν εἰς τὰ γραφεῖα. Ὁ Πρόεδρος ΝΙΚ. ΚΟΥΛΟΥΡΗΣ. Καλοῦνται τὰ μέλη τοῦ Συλλόγου εἰς γενικὴν συνέλευσιν τὴν προσεχῆ Κυριακὴν εἰς τὰ γραφεῖα. Ὁ Πρόεδρος ΝΙΚ. ΚΟΥΛΟΥΡΗΣ.: [4, 699, 182, 871]
- article-body: ΛΟΝΔΙΝΟΝ, 20. (Ἀσσ. Πρές). — Ἡ βρεταννικὴ κυβέρνησις ἀνεκοίνωσεν αὔξησιν τῶν ἀμυντικῶν δαπανῶν. ΟΥΑΣΙΓΚΤΩΝ, 20. (Ἀσσ. Πρές). — Αἱ Ἡνωμέναι Πολιτεῖαι εἶναι ἕτοιμοι νὰ ἐφοδιάσουν τὸ ΝΑΤΟ μὲ πυραύλους μεγάλου βεληνεκοῦς, οἱ ὁποῖοι θὰ ἐκτοξεύωνται ἀπὸ σκάφη ἐπιφανείας. ΠΑΡΙΣΙΟΙ, 20. (Ρόιτερ). — Ἡ Ἕνωσις Δυτικῆς Εὐρώπης ἐνέκρινε τὰ σχέδια, πλὴν τῆς Γαλλίας. ΛΟΝΔΙΝΟΝ, 20. (Ἀσσ. Πρές). — Ἡ βρεταννικὴ κυβέρνησις ἀνεκοίνωσεν αὔξησιν τῶν ἀμυντικῶν δαπανῶν. ΟΥΑΣΙΓΚΤΩΝ, 20. (Ἀσσ. Πρές). — Αἱ Ἡνωμέναι Πολιτεῖαι εἶναι ἕτοιμοι νὰ ἐφοδιάσουν τὸ ΝΑΤΟ μὲ πυραύλους μεγάλου βεληνεκοῦς, οἱ ὁποῖοι θὰ ἐκτοξεύωνται ἀπὸ σκάφη ἐπιφανείας. ΠΑΡΙΣΙΟΙ, 20. (Ρόιτερ). — Ἡ Ἕνωσις Δυτικῆς Εὐρώπης ἐνέκρινε τὰ σχέδια, πλὴν τῆς Γαλλίας. ΝΙΚΑΙΑ, Γαλλία, 20. (Ρόιτερ). — Αἱ ἀρχαὶ ἀπηγόρευσαν τὴν κυκλοφορίαν τῶν χαρτῶν.: [781, 1131, 966, 1404]
- story-columns: [1162, 1157, 1564, 1311]
- article-body: Τὴν 7.30 μ.μ. χθὲς εἰς τὴν ὁδὸν Ἄρεως, νεαρὰ μαθήτρια ἐπαρασύρθη ὑπὸ κουρέως. Οἱ παρατυχόντες νέοι ἐπενέβησαν. Τὴν 7.30 μ.μ. χθὲς εἰς τὴν ὁδὸν Ἄρεως, νεαρὰ μαθήτρια ἐπαρασύρθη ὑπὸ κουρέως. Οἱ παρατυχόντες νέοι ἐπενέβησαν. Τὴν 7.30 μ.μ. χθὲς εἰς τὴν ὁδὸν Ἄρεως, νεαρὰ μαθήτρια ἐπαρασύρθη ὑπὸ κουρέως. Οἱ παρατυχόντες νέοι ἐπενέβησαν. Τὴν 7.30 μ.μ. χθὲς εἰς τὴν ὁδὸν Ἄρεως, νεαρὰ μαθήτρια ἐπαρασύρθη ὑπὸ κουρέως. Οἱ παρατυχόντες νέοι ἐπενέβησαν.: [976, 326, 1152, 499]
- article-headline: ΤΕΣΣΑΡΑ ΚΡΟΥΣΜΑΤΑ ΔΙΦΘΕΡΙΤΙΔΟΣ: [193, 1165, 385, 1178]
- headline-subtitle: καὶ ὁ ὑπουργὸς τῶν ἐξωτερικῶν: [1243, 200, 1484, 218]
- article-body: ΑΘΗΝΑΙ, 20. — Ὁ ὑπουργὸς Συντονισμοῦ κ. Παπαληγούρας ἐδέχθη τὸν Γερμανὸν πρέσβυν. ΑΘΗΝΑΙ, 20. — Ὁ ὑπουργὸς Συντονισμοῦ κ. Παπαληγούρας ἐδέχθη τὸν Γερμανὸν πρέσβυν. ΑΘΗΝΑΙ, 20. — Ὁ ὑπουργὸς Συντονισμοῦ κ. Παπαληγούρας ἐδέχθη τὸν Γερμανὸν πρέσβυν.: [976, 554, 1152, 652]
- headline-subtitle: μεταξὺ τοῦ Βελιγραδίου καὶ τῶν Ἀθηνῶν: [490, 265, 872, 284]
- section-title: ΕΚΚΛΗΣΙΑ: [192, 875, 386, 907]
- story-columns: [396, 1131, 966, 1632]
- article-body: Εὐχαριστοῦμεν θερμότατα τοὺς ἰατροὺς καὶ τὸ νοσηλευτικὸν προσωπικὸν τῆς κλινικῆς διὰ τὰς φροντίδας των. ΧΑΡΙΚΛΕΙΑ ΘΕΟΧ. ΘΕΟΔΩΡΟΥ. Εὐχαριστοῦμεν θερμότατα τοὺς ἰατροὺς καὶ τὸ νοσηλευτικὸν προσωπικὸν τῆς κλινικῆς διὰ τὰς φροντίδας των. ΧΑΡΙΚΛΕΙΑ ΘΕΟΧ. ΘΕΟΔΩΡΟΥ. Εὐχαριστοῦμεν θερμότατα τοὺς ἰατροὺς καὶ τὸ νοσηλευτικὸν προσωπικὸν τῆς κλινικῆς διὰ τὰς φροντίδας των. ΧΑΡΙΚΛΕΙΑ ΘΕΟΧ. ΘΕΟΔΩΡΟΥ. Εὐχαριστοῦμεν θερμότατα τοὺς ἰατροὺς καὶ τὸ νοσηλευτικὸν προσωπικὸν τῆς κλινικῆς διὰ τὰς φροντίδας των. ΧΑΡΙΚΛΕΙΑ ΘΕΟΧ. ΘΕΟΔΩΡΟΥ.: [4, 443, 182, 656]
- section-divider: [1162, 332, 1564, 334]
- article-body: ΑΘΗΝΑΙ, 20. — Ἡ γενικὴ συνέλευσις τῶν μετόχων ἐνέκρινε τὸν ἰσολογισμόν. ΑΘΗΝΑΙ, 20. — Ἡ γενικὴ συνέλευσις τῶν μετόχων ἐνέκρινε τὸν ἰσολογισμόν.: [976, 1102, 1152, 1146]
- article-headline: Η ΕΝΩΣΙΣ ΔΥΤ. ΕΥΡΩΠΗΣ: [616, 1304, 746, 1317]
- headline-kicker: Ἄγριον ἔγκλημα εἰς Νίκαιαν Πειραιῶς: [1242, 340, 1485, 356]
- article-headline: ΑΝΑΡΡΩΣΤΟΣ Η ΑΝΤΙΣΤΑΣΙΑΚΗ ΜΟΥΖΕΛΛΑ ΤΟΥ ΣΟΣΙΑΛΙΣΤΙΚΟΥ: [981, 658, 1148, 682]
- article-headline: ΕΥΡΕΘΗ ΝΕΚΡΟΣ ΦΕΡΩΝ ΤΡΑΥΜΑ ΔΙΑ ΔΙΚΑΝΝΟΥ: [977, 1001, 1152, 1025]
- section-divider: [396, 889, 966, 891]
- column-rule: [1156, 0, 1158, 2353]
- headline-subtitle: Μόνον ἡ Γαλλία ἐξακολουθεῖ νὰ ἀντιτίθεται: [508, 1106, 855, 1126]
- main-headline: ΑΠΟ ΤΗΣ 22 ΜΕΧΡΙ ΤΗΣ 26 ΜΑΡΤΙΟΥ: [1162, 137, 1564, 176]
- article-body: Τὴν προσφιλῆ μας μητέρα, ἀδελφήν, θείαν ΕΥΑΓΓΕΛΙΑΝ ΝΟΤΟΓΛΟΥ ἐτῶν 80 κηδεύομεν σήμερον. Οἱ τεθλιμμένοι συγγενεῖς. ΕΡΑΣΜΙΑΝ ΓΚΕΝΤΖΟΥ. ΙΩΑΝΝΗΣ ΜΠΟΛΛΗΣ. ΕΛΕΝΗ ΑΘΑΝ. ΣΙΔΕΡΗ. Τὴν προσφιλῆ μας μητέρα, ἀδελφήν, θείαν ΕΥΑΓΓΕΛΙΑΝ ΝΟΤΟΓΛΟΥ ἐτῶν 80 κηδεύομεν σήμερον. Οἱ τεθλιμμένοι συγγενεῖς. ΕΡΑΣΜΙΑΝ ΓΚΕΝΤΖΟΥ. ΙΩΑΝΝΗΣ ΜΠΟΛΛΗΣ. ΕΛΕΝΗ ΑΘΑΝ. ΣΙΔΕΡΗ. Τὴν προσφιλῆ μας μητέρα, ἀδελφήν, θείαν ΕΥΑΓΓΕΛΙΑΝ ΝΟΤΟΓΛΟΥ ἐτῶν 80 κηδεύομεν σήμερον. Οἱ τεθλιμμένοι συγγενεῖς. ΕΡΑΣΜΙΑΝ ΓΚΕΝΤΖΟΥ. ΙΩΑΝΝΗΣ ΜΠΟΛΛΗΣ. ΕΛΕΝΗ ΑΘΑΝ. ΣΙΔΕΡΗ. Τὴν προσφιλῆ μας μητέρα, ἀδελφήν, θείαν ΕΥΑΓΓΕΛΙΑΝ ΝΟΤΟΓΛΟΥ ἐτῶν 80 κηδεύομεν σήμερον. Οἱ τεθλιμμένοι συγγενεῖς. ΕΡΑΣΜΙΑΝ ΓΚΕΝΤΖΟΥ. ΙΩΑΝΝΗΣ ΜΠΟΛΛΗΣ. ΕΛΕΝΗ ΑΘΑΝ. ΣΙΔΕΡΗ. Τὴν προσφιλῆ μας μητέρα, ἀδελφήν, θείαν ΕΥΑΓΓΕΛΙΑΝ ΝΟΤΟΓΛΟΥ ἐτῶν 80 κηδεύομεν σήμερον. Οἱ τεθλιμμένοι συγγενεῖς. ΕΡΑΣΜΙΑΝ ΓΚΕΝΤΖΟΥ. ΙΩΑΝΝΗΣ ΜΠΟΛΛΗΣ. ΕΛΕΝΗ ΑΘΑΝ. ΣΙΔΕΡΗ. Τὴν προσφιλῆ μας μητέρα, ἀδελφήν, θείαν ΕΥΑΓΓΕΛΙΑΝ ΝΟΤΟΓΛΟΥ ἐτῶν 80 κηδεύομεν σήμερον. Οἱ τεθλιμμένοι συγγενεῖς. ΕΡΑΣΜΙΑΝ ΓΚΕΝΤΖΟΥ. ΙΩΑΝΝΗΣ ΜΠΟΛΛΗΣ. ΕΛΕΝΗ ΑΘΑΝ. ΣΙΔΕΡΗ. Τὴν προσφιλῆ μας μητέρα, ἀδελφήν, θείαν ΕΥΑΓΓΕΛΙΑΝ ΝΟΤΟΓΛΟΥ ἐτῶν 80 κηδεύομεν σήμερον. Οἱ τεθλιμμένοι συγγενεῖς. ΕΡΑΣΜΙΑΝ ΓΚΕΝΤΖΟΥ. ΙΩΑΝΝΗΣ ΜΠΟΛΛΗΣ. ΕΛΕΝΗ ΑΘΑΝ. ΣΙΔΕΡΗ. Τὴν προσφιλῆ μας μητέρα, ἀδελφήν, θείαν ΕΥΑΓΓΕΛΙΑΝ ΝΟΤΟΓΛΟΥ ἐτῶν 80 κηδεύομεν σήμερον. Οἱ τεθλιμμένοι συγγενεῖς. ΕΡΑΣΜΙΑΝ ΓΚΕΝΤΖΟΥ. ΙΩΑΝΝΗΣ ΜΠΟΛΛΗΣ. ΕΛΕΝΗ ΑΘΑΝ. ΣΙΔΕΡΗ. Τὴν προσφιλῆ μας μητέρα, ἀδελφήν, θείαν ΕΥΑΓΓΕΛΙΑΝ ΝΟΤΟΓΛΟΥ ἐτῶν 80 κηδεύομεν σήμερον. Οἱ τεθλιμμένοι συγγενεῖς. ΕΡΑΣΜΙΑΝ ΓΚΕΝΤΖΟΥ. ΙΩΑΝΝΗΣ ΜΠΟΛΛΗΣ. ΕΛΕΝΗ ΑΘΑΝ. ΣΙΔΕΡΗ. Τὴν προσφιλῆ μας μητέρα, ἀδελφήν, θείαν ΕΥΑΓΓΕΛΙΑΝ ΝΟΤΟΓΛΟΥ ἐτῶν 80 κηδεύομεν σήμερον. Οἱ τεθλιμμένοι συγγενεῖς. ΕΡΑΣΜΙΑΝ ΓΚΕΝΤΖΟΥ. ΙΩΑΝΝΗΣ ΜΠΟΛΛΗΣ. ΕΛΕΝΗ ΑΘΑΝ. ΣΙΔΕΡΗ. Τὴν προσφιλῆ μας μητέρα, ἀδελφήν, θείαν ΕΥΑΓΓΕΛΙΑΝ ΝΟΤΟΓΛΟΥ ἐτῶν 80 κηδεύομεν σήμερον. Οἱ τεθλιμμένοι συγγενεῖς. ΕΡΑΣΜΙΑΝ ΓΚΕΝΤΖΟΥ. ΙΩΑΝΝΗΣ ΜΠΟΛΛΗΣ. ΕΛΕΝΗ ΑΘΑΝ. ΣΙΔΕΡΗ.: [4, 988, 182, 1691]
- story-columns: [1162, 438, 1564, 539]
- article-headline: ΜΕΛΗ ΤΟΥ Κ.Κ. ΙΣΠΑΝΙΑΣ ΔΙΚΑΖΟΝΤΑΙ ΔΙΑ ΠΑΡΑΝΟΜΟΝ ΔΡΑΣΙΝ: [985, 894, 1144, 930]
- article-body: ΑΘΗΝΑΙ, 20. — Τὴν 7ην μ.μ. σήμερον εἰς τὴν Νίκαιαν ἐσημειώθη ἄγριον ἔγκλημα. Ὁ δράστης διέφυγε. ΑΘΗΝΑΙ, 20. — Τὴν 7ην μ.μ. σήμερον εἰς τὴν Νίκαιαν ἐσημειώθη ἄγριον ἔγκλημα. Ὁ δράστης διέφυγε. ΑΘΗΝΑΙ, 20. — Τὴν 7ην μ.μ. σήμερον εἰς τὴν Νίκαιαν ἐσημειώθη ἄγριον ἔγκλημα. Ὁ δράστης διέφυγε.: [1162, 438, 1360, 536]
- classifieds-column: [4, 0, 182, 2353]
- headline-subtitle: Ὁ πατὴρ του ἠπρόσεχε καὶ ἠγάπα μόνον τὴν νέαν σύζυγον καὶ τὰ τρία τέκνα της: [1163, 631, 1563, 662]
- article-body: ΑΘΗΝΑΙ, 20. — Ὁ βασιλεὺς τῆς Δανίας Φρειδερίκος καὶ ἡ βασίλισσα Ἴγκριντ θὰ ἐπισκεφθοῦν ἐπισήμως τὴν Ἑλλάδα ἀπὸ τῆς 22ας μέχρι τῆς 26ης Μαρτίου. ΑΘΗΝΑΙ, 20. — Ὁ βασιλεὺς τῆς Δανίας Φρειδερίκος καὶ ἡ βασίλισσα Ἴγκριντ θὰ ἐπισκεφθοῦν ἐπισήμως τὴν Ἑλλάδα ἀπὸ τῆς 22ας μέχρι τῆς 26ης Μαρτίου.: [1366, 221, 1564, 306]
- headline-subtitle: διὰ νὰ κατασκευάσουν νέον ἰσχυρὸν στόλον: [507, 1053, 856, 1072]
- headline-subtitle: Σφοδρὸς χειμὼν εἰς τὰς Ἡνωμένας Πολιτείας: [484, 318, 878, 336]
- main-headline: Η ΔΥΤΙΚΟΕΥΡΩΠΑΪΚΗ ΕΝΩΣΙΣ ΕΓΚΡΙΝΕΙ ΤΑ ΣΧΕΔΙΑ: [401, 1078, 961, 1103]
- story-columns: [396, 342, 966, 883]
- article-body: ΟΥΑΣΙΓΚΤΩΝ, 20. (Ἀσσ. Πρές). — Αἱ Ἡνωμέναι Πολιτεῖαι εἶναι ἕτοιμοι νὰ ἐφοδιάσουν τὸ ΝΑΤΟ μὲ πυραύλους μεγάλου βεληνεκοῦς, οἱ ὁποῖοι θὰ ἐκτοξεύωνται ἀπὸ σκάφη ἐπιφανείας. ΟΥΑΣΙΓΚΤΩΝ, 20. (Ἀσσ. Πρές). — Αἱ Ἡνωμέναι Πολιτεῖαι εἶναι ἕτοιμοι νὰ ἐφοδιάσουν τὸ ΝΑΤΟ μὲ πυραύλους μεγάλου βεληνεκοῦς, οἱ ὁποῖοι θὰ ἐκτοξεύωνται ἀπὸ σκάφη ἐπιφανείας. ΟΥΑΣΙΓΚΤΩΝ, 20. (Ἀσσ. Πρές). — Αἱ Ἡνωμέναι Πολιτεῖαι εἶναι ἕτοιμοι νὰ ἐφοδιάσουν τὸ ΝΑΤΟ μὲ πυραύλους μεγάλου βεληνεκοῦς, οἱ ὁποῖοι θὰ ἐκτοξεύωνται ἀπὸ σκάφη ἐπιφανείας. ΟΥΑΣΙΓΚΤΩΝ, 20. (Ἀσσ. Πρές). — Αἱ Ἡνωμέναι Πολιτεῖαι εἶναι ἕτοιμοι νὰ ἐφοδιάσουν τὸ ΝΑΤΟ μὲ πυραύλους μεγάλου βεληνεκοῦς, οἱ ὁποῖοι θὰ ἐκτοξεύωνται ἀπὸ σκάφη ἐπιφανείας. ΜΙΚΡΟΤΕΡΑ ΔΑΠΑΝΗ ΟΥΑΣΙΓΚΤΩΝ, 20. — Τὸ κόστος τοῦ νέου συστήματος ὑπολογίζεται μικρότερον τοῦ ἀρχικῶς προβλεφθέντος. ΟΥΑΣΙΓΚΤΩΝ, 20. — Τὸ κόστος τοῦ νέου συστήματος ὑπολογίζεται μικρότερον τοῦ ἀρχικῶς προβλεφθέντος. ΟΥΑΣΙΓΚΤΩΝ, 20. — Τὸ κόστος τοῦ νέου συστήματος ὑπολογίζεται μικρότερον τοῦ ἀρχικῶς προβλεφθέντος. ΟΥΑΣΙΓΚΤΩΝ, 20. — Τὸ κόστος τοῦ νέου συστήματος ὑπολογίζεται μικρότερον τοῦ ἀρχικῶς προβλεφθέντος. ΟΥΑΣΙΓΚΤΩΝ, 20. — Τὸ κόστος τοῦ νέου συστήματος ὑπολογίζεται μικρότερον τοῦ ἀρχικῶς προβλεφθέντος. ΟΥΑΣΙΓΚΤΩΝ, 20. — Τὸ κόστος τοῦ νέου συστήματος ὑπολογίζεται μικρότερον τοῦ ἀρχικῶς προβλεφθέντος. ΟΥΑΣΙΓΚΤΩΝ, 20. — Τὸ κόστος τοῦ νέου συστήματος ὑπολογίζεται μικρότερον τοῦ ἀρχικῶς προβλεφθέντος. ΟΥΑΣΙΓΚΤΩΝ, 20. — Τὸ κόστος τοῦ νέου συστήματος ὑπολογίζεται μικρότερον τοῦ ἀρχικῶς προβλεφθέντος.: [396, 1131, 581, 1629]
- main-headline: ΟΙ ΚΑΤΟΙΚΟΙ ΕΓΚΑΤΕΛΕΙΨΑΝ ΤΑΣ ΟΙΚΙΑΣ ΤΩΝ: [396, 176, 966, 220]
- main-headline: ΘΑ ΕΠΙΣΚΕΦΘΗ ΤΗΝ ΕΛΛΑΔΑ: [1162, 94, 1564, 133]
- main-headline: ΧΙΟΝΟΘΥΕΛΛΑΙ ΜΑΙΝΟΝΤΑΙ ΕΙΣ ΤΗΝ ΕΥΡΩΠΗΝ: [417, 289, 945, 317]
- article-body: ΓΚΡΗΝ ΜΠΑΗ, 20. (Ἀσσ. Πρές). — Ὁ δεκαεξαέτης ἀπολογηθεὶς ἐνώπιον τῶν ἀρχῶν ἐδήλωσεν ὅτι ᾐσθάνετο ἐγκαταλελειμμένος. ΓΚΡΗΝ ΜΠΑΗ, 20. (Ἀσσ. Πρές). — Ὁ δεκαεξαέτης ἀπολογηθεὶς ἐνώπιον τῶν ἀρχῶν ἐδήλωσεν ὅτι ᾐσθάνετο ἐγκαταλελειμμένος. ΓΚΡΗΝ ΜΠΑΗ, 20. (Ἀσσ. Πρές). — Ὁ δεκαεξαέτης ἀπολογηθεὶς ἐνώπιον τῶν ἀρχῶν ἐδήλωσεν ὅτι ᾐσθάνετο ἐγκαταλελειμμένος. ΓΚΡΗΝ ΜΠΑΗ, 20. (Ἀσσ. Πρές). — Ὁ δεκαεξαέτης ἀπολογηθεὶς ἐνώπιον τῶν ἀρχῶν ἐδήλωσεν ὅτι ᾐσθάνετο ἐγκαταλελειμμένος.: [1162, 686, 1360, 858]
- article-kicker: ΕΙΣ ΤΟ ΠΛΟΙΟΝ ΑΡΕΩΣ: [1005, 233, 1123, 246]
- article-body: ΑΘΗΝΑΙ, 20. — Τὴν 7ην μ.μ. σήμερον εἰς τὴν Νίκαιαν ἐσημειώθη ἄγριον ἔγκλημα. Ὁ δράστης διέφυγε. ΑΘΗΝΑΙ, 20. — Τὴν 7ην μ.μ. σήμερον εἰς τὴν Νίκαιαν ἐσημειώθη ἄγριον ἔγκλημα. Ὁ δράστης διέφυγε. ΑΘΗΝΑΙ, 20. — Τὴν 7ην μ.μ. σήμερον εἰς τὴν Νίκαιαν ἐσημειώθη ἄγριον ἔγκλημα. Ὁ δράστης διέφυγε.: [1366, 438, 1564, 536]
- article-headline: ΑΙ ΑΓΓΛΙΚΑΙ ΔΑΠΑΝΑΙ: [624, 1188, 738, 1201]
- headline-kicker: Διὰ τὴν συγκρότησιν τῆς πυρηνικῆς δυνάμεως: [460, 897, 903, 917]
- article-headline: ΤΑ ΑΙΤΗΜΑΤΑ ΤΩΝ ΠΟΛΥΤΕΚΝΩΝ: [978, 1151, 1151, 1163]
- headline-subtitle: Διέδωσεν ὅτι θὰ ἀνεχώρει δι' ἐργασίαν ἀλλ' ἐκαραδόκει μετὰ τῶν ἀδελφῶν του: [1165, 1103, 1561, 1133]
- article-body: ΑΘΗΝΑΙ, 20. — Ἀντιπροσωπεία πολυτέκνων ἐπεσκέφθη τὸν ὑπουργόν. ΑΘΗΝΑΙ, 20. — Ἀντιπροσωπεία πολυτέκνων ἐπεσκέφθη τὸν ὑπουργόν.: [976, 1164, 1152, 1209]
- article-kicker: ΕΙΣ ΤΑΣ ΗΝ. ΠΟΛΙΤΕΙΑΣ: [1004, 39, 1125, 51]
- article-headline: Ο Κ. ΜΑΡΚΕΖΙΝΗΣ ΕΠΕΣΚΕΦΘΗ ΤΟΝ Κ. ΚΑΡΑΜΑΝΛΗΝ ΚΑΙ ΕΝΗΜΕΡΩΘΗ ΕΠΙ ΤΩΝ ΝΕΩΝ ΜΕΤΑΡΡΥΘΜΙΣΕΩΝ: [1178, 875, 1548, 907]
- section-title: ΔΙΑΖΕΥΞΕΙΣ: [4, 879, 182, 910]
- article-body: ΑΘΗΝΑΙ, 20. — Ὁ κ. Μαρκεζίνης ἐπεσκέφθη τὸν πρωθυπουργὸν εἰς τὸ γραφεῖον του. ΑΘΗΝΑΙ, 20. — Ὁ κ. Μαρκεζίνης ἐπεσκέφθη τὸν πρωθυπουργὸν εἰς τὸ γραφεῖον του. ΑΘΗΝΑΙ, 20. — Ὁ κ. Μαρκεζίνης ἐπεσκέφθη τὸν πρωθυπουργὸν εἰς τὸ γραφεῖον του.: [1162, 908, 1360, 1006]
- main-headline: ΕΞΩΝΤΩΣΕ ΤΗΝ ΟΙΚΟΓΕΝΕΙΑΝ ΤΟΥ Ο ΔΕΚΑΕΞΑΕΤΗΣ ΔΟΛΟΦΟΝΟΣ ΔΙΟΤΙ ΕΙΧΕΝ ΑΠΟΞΕΝΩΘΗ ΑΥΤΗΣ: [1181, 567, 1545, 631]
- article-body: ΠΑΤΡΑΙ, 20. — Νεκρὸς εὑρέθη εἰς ἀγρὸν πλησίον τῆς πόλεως. ΠΑΤΡΑΙ, 20. — Νεκρὸς εὑρέθη εἰς ἀγρὸν πλησίον τῆς πόλεως.: [976, 1026, 1152, 1070]
- events-column: [192, 0, 386, 2353]
- news-column: [976, 0, 1152, 2353]
- main-headline: ΕΚΤΟΞΕΥΟΜΕΝΟΥΣ ΕΚ ΣΚΑΦΩΝ ΕΠΙΦΑΝΕΙΑΣ: [401, 996, 961, 1024]
- article-headline: ΣΥΓΚΟΙΝΩΝΙΑΚΑ ΘΕΜΑΤΑ ΣΥΝΕΖΗΤΗΘΗΣΑΝ ΕΙΣ ΕΙΔΙΚΗΝ ΣΥΣΚΕΨΙΝ: [985, 786, 1144, 822]
- section-title: ΠΡΟΣΚΛΗΣΕΙΣ: [4, 663, 182, 695]
- article-body: Κατὰ νεωτέρας πληροφορίας ἐκ τῶν ὀρεινῶν περιοχῶν τῆς Πίνδου, αἱ κατολισθήσεις συνεχίζονται. Οἱ κάτοικοι τῶν χωρίων ἐγκατέλειψαν τὰς οἰκίας των καὶ κατέφυγον εἰς γειτονικὰ χωριά. Αἱ ἀρχαὶ ἔλαβον μέτρα διὰ τὴν περίθαλψιν τῶν πληγέντων. ΚΑΘΙΖΗΣΕΙΣ ΕΙΣ ΦΟΙΤΕΙΑ ΛΑΜΙΑ, 20. — Καθίζησις ἐσημειώθη εἰς τὸ χωρίον Φοιτεία, ὅπου κατέρρευσαν πέντε οἰκίαι. Δὲν ὑπῆρξαν θύματα. ΛΑΜΙΑ, 20. — Καθίζησις ἐσημειώθη εἰς τὸ χωρίον Φοιτεία, ὅπου κατέρρευσαν πέντε οἰκίαι. Δὲν ὑπῆρξαν θύματα. ΕΠΛΗΜΜΥΡΗΣΕΝ Ο ΜΟΡΑΒΑΣ ΒΕΛΙΓΡΑΔΙΟΝ, 20. (Ρόιτερ). — Ὁ ποταμὸς Μοράβας ὑπερεχείλισε καὶ κατέκλυσε χιλιάδας στρεμμάτων. Ἡ σιδηροδρομικὴ γραμμὴ διεκόπη εἰς πολλὰ σημεῖα. ΒΕΛΙΓΡΑΔΙΟΝ, 20. (Ρόιτερ). — Ὁ ποταμὸς Μοράβας ὑπερεχείλισε καὶ κατέκλυσε χιλιάδας στρεμμάτων. Ἡ σιδηροδρομικὴ γραμμὴ διεκόπη εἰς πολλὰ σημεῖα. ΧΙΟΝΟΘΥΕΛΛΑΙ ΕΙΣ ΕΥΡΩΠΗΝ ΠΑΡΙΣΙΟΙ, 20. (Ἀσσ. Πρές). — Χιονοθύελλαι πλήττουν τὴν Δυτικὴν Εὐρώπην. Ἡ θερμοκρασία ἔπεσε κάτω τοῦ μηδενός. ΠΑΡΙΣΙΟΙ, 20. (Ἀσσ. Πρές). — Χιονοθύελλαι πλήττουν τὴν Δυτικὴν Εὐρώπην. Ἡ θερμοκρασία ἔπεσε κάτω τοῦ μηδενός. ΠΑΡΙΣΙΟΙ, 20. (Ἀσσ. Πρές). — Χιονοθύελλαι πλήττουν τὴν Δυτικὴν Εὐρώπην. Ἡ θερμοκρασία ἔπεσε κάτω τοῦ μηδενός.: [588, 342, 774, 769]
- headline-kicker: Βαρύταται συνέπειαι τῆς κακοκαιρίας: [482, 57, 880, 78]
- story-columns: [1162, 908, 1564, 1009]
- story-columns: [1162, 221, 1564, 309]
- article-body: Ἡ Χριστιανικὴ Ἕνωσις Νέων ἀπέστειλε τρόφιμα καὶ ρουχισμὸν εἰς τοὺς πληγέντας. Ἡ Χριστιανικὴ Ἕνωσις Νέων ἀπέστειλε τρόφιμα καὶ ρουχισμὸν εἰς τοὺς πληγέντας. Ἡ Χριστιανικὴ Ἕνωσις Νέων ἀπέστειλε τρόφιμα καὶ ρουχισμὸν εἰς τοὺς πληγέντας. Ἡ Χριστιανικὴ Ἕνωσις Νέων ἀπέστειλε τρόφιμα καὶ ρουχισμὸν εἰς τοὺς πληγέντας.: [192, 1308, 386, 1399]
- section-subtitle: ΥΦΗΣΙΣΜΑ: [4, 1695, 59, 1708]
- article-body: Κατὰ νεωτέρας πληροφορίας ἐκ τῶν ὀρεινῶν περιοχῶν τῆς Πίνδου, αἱ κατολισθήσεις συνεχίζονται. Οἱ κάτοικοι τῶν χωρίων ἐγκατέλειψαν τὰς οἰκίας των καὶ κατέφυγον εἰς γειτονικὰ χωριά. Αἱ ἀρχαὶ ἔλαβον μέτρα διὰ τὴν περίθαλψιν τῶν πληγέντων. ΒΕΛΙΓΡΑΔΙΟΝ, 20. (Ρόιτερ). — Ὁ ποταμὸς Μοράβας ὑπερεχείλισε καὶ κατέκλυσε χιλιάδας στρεμμάτων. Ἡ σιδηροδρομικὴ γραμμὴ διεκόπη εἰς πολλὰ σημεῖα. ΣΦΟΔΡΟΣ ΧΕΙΜΩΝ ΕΙΣ ΑΜΕΡΙΚΗΝ ΣΙΚΑΓΟΝ, 20. (Ἀσσ. Πρές). — Σφοδρὸς χειμὼν ἐπικρατεῖ εἰς τὰς κεντρικὰς πολιτείας. Ἡ κυκλοφορία διεκόπη. ΣΙΚΑΓΟΝ, 20. (Ἀσσ. Πρές). — Σφοδρὸς χειμὼν ἐπικρατεῖ εἰς τὰς κεντρικὰς πολιτείας. Ἡ κυκλοφορία διεκόπη. ΣΙΚΑΓΟΝ, 20. (Ἀσσ. Πρές). — Σφοδρὸς χειμὼν ἐπικρατεῖ εἰς τὰς κεντρικὰς πολιτείας. Ἡ κυκλοφορία διεκόπη. ΣΙΚΑΓΟΝ, 20. (Ἀσσ. Πρές). — Σφοδρὸς χειμὼν ἐπικρατεῖ εἰς τὰς κεντρικὰς πολιτείας. Ἡ κυκλοφορία διεκόπη.: [781, 342, 966, 618]
- article-body: ΑΘΗΝΑΙ, 20. — Ὁ βασιλεὺς τῆς Δανίας Φρειδερίκος καὶ ἡ βασίλισσα Ἴγκριντ θὰ ἐπισκεφθοῦν ἐπισήμως τὴν Ἑλλάδα ἀπὸ τῆς 22ας μέχρι τῆς 26ης Μαρτίου. ΑΘΗΝΑΙ, 20. — Ὁ βασιλεὺς τῆς Δανίας Φρειδερίκος καὶ ἡ βασίλισσα Ἴγκριντ θὰ ἐπισκεφθοῦν ἐπισήμως τὴν Ἑλλάδα ἀπὸ τῆς 22ας μέχρι τῆς 26ης Μαρτίου.: [1162, 221, 1360, 306]
- main-headline: ΕΙΣ ΧΩΡΙΑ ΤΩΝ ΓΡΕΒΕΝΩΝ ΚΑΙ ΤΗΣ ΠΙΝΔΟΥ: [396, 129, 966, 172]
- section-divider: [1162, 867, 1564, 869]
